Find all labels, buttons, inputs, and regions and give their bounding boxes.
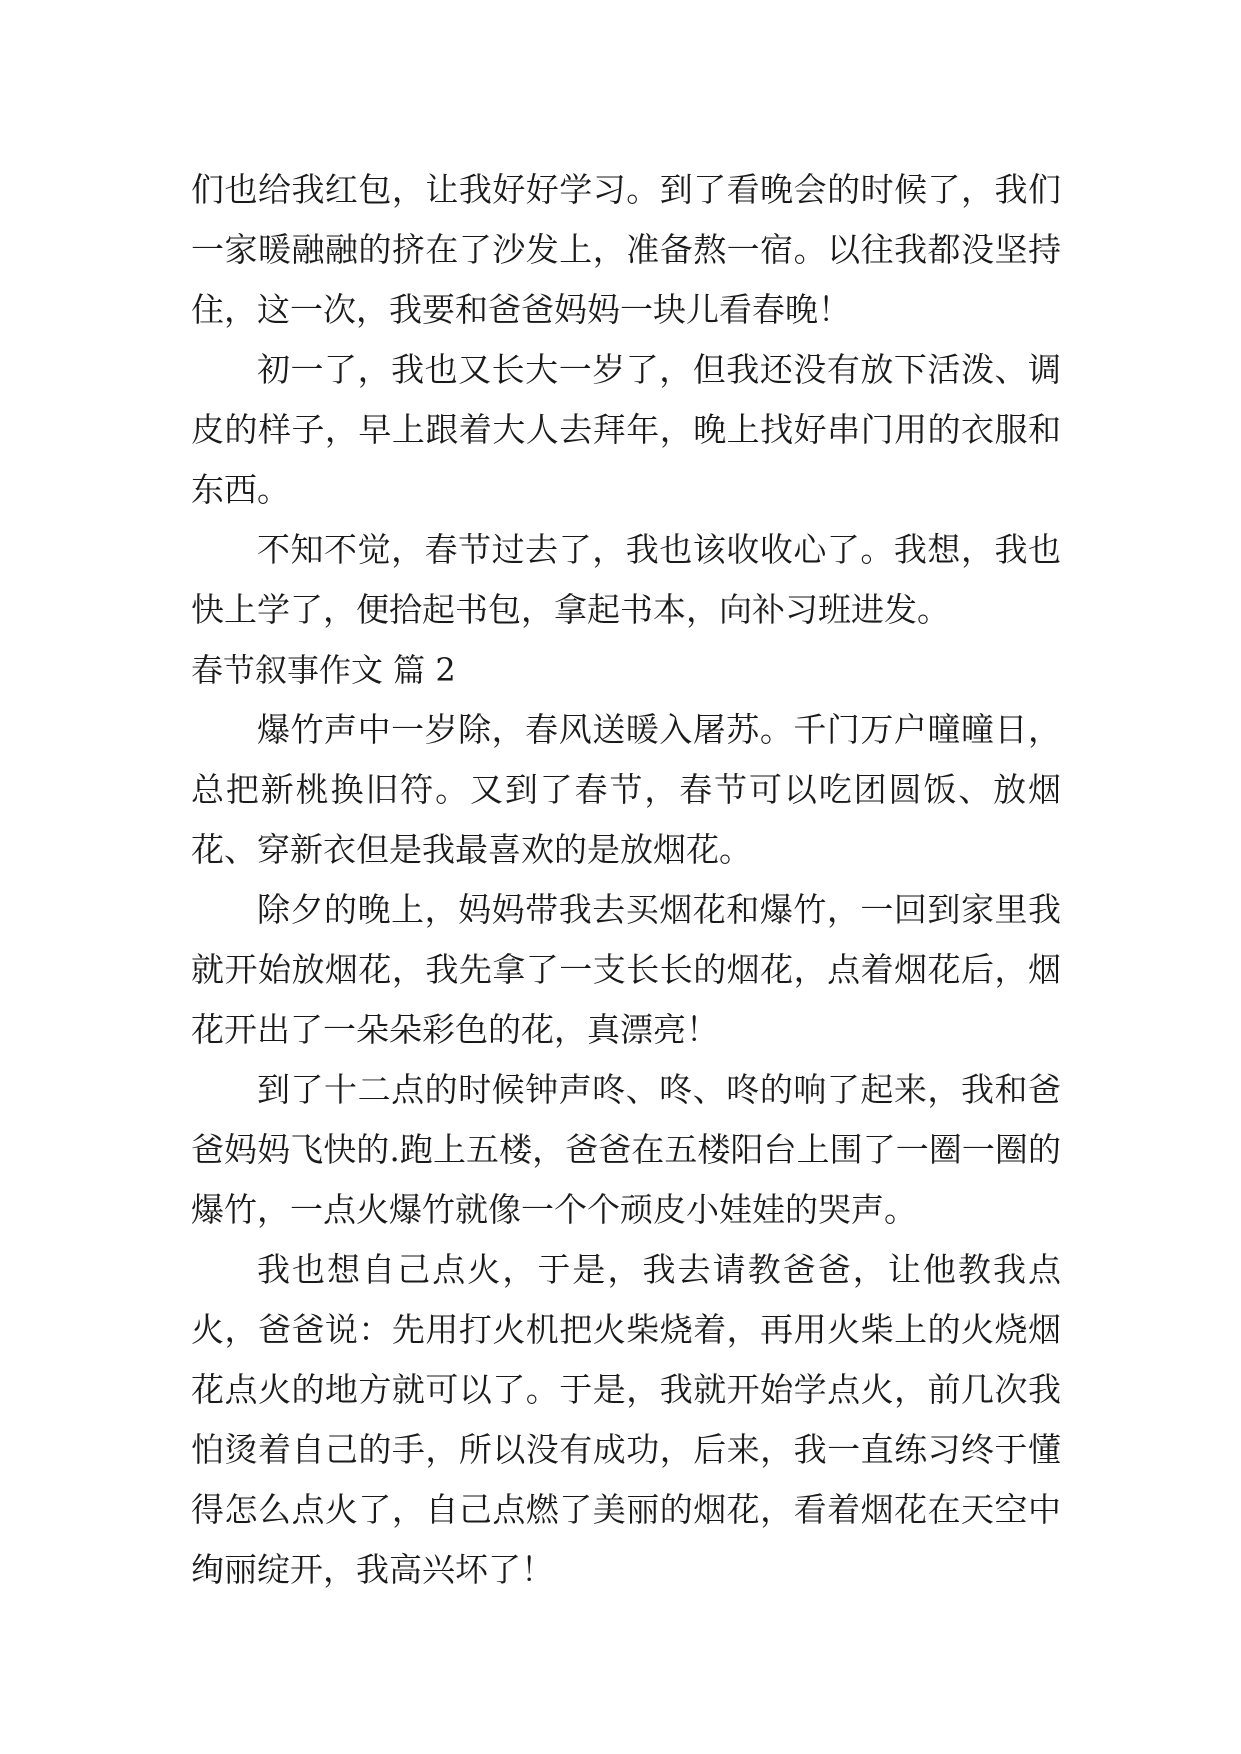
- paragraph: 爆竹声中一岁除，春风送暖入屠苏。千门万户曈曈日，总把新桃换旧符。又到了春节，春节可以吃团圆饭、放烟花、穿新衣但是我最喜欢的是放烟花。: [191, 710, 1061, 869]
- paragraph: 不知不觉，春节过去了，我也该收收心了。我想，我也快上学了，便拾起书包，拿起书本，向补习班进发。: [191, 530, 1061, 629]
- section-heading: 春节叙事作文 篇 2: [191, 651, 456, 689]
- paragraph: 初一了，我也又长大一岁了，但我还没有放下活泼、调皮的样子，早上跟着大人去拜年，晚上找好串门用的衣服和东西。: [191, 350, 1061, 509]
- paragraph: 除夕的晚上，妈妈带我去买烟花和爆竹，一回到家里我就开始放烟花，我先拿了一支长长的烟花，点着烟花后，烟花开出了一朵朵彩色的花，真漂亮！: [191, 890, 1061, 1049]
- paragraph: 到了十二点的时候钟声咚、咚、咚的响了起来，我和爸爸妈妈飞快的.跑上五楼，爸爸在五楼阳台上围了一圈一圈的爆竹，一点火爆竹就像一个个顽皮小娃娃的哭声。: [191, 1070, 1061, 1229]
- paragraph-continuation: 们也给我红包，让我好好学习。到了看晚会的时候了，我们一家暖融融的挤在了沙发上，准备熬一宿。以往我都没坚持住，这一次，我要和爸爸妈妈一块儿看春晚！: [191, 170, 1061, 329]
- paragraph: 我也想自己点火，于是，我去请教爸爸，让他教我点火，爸爸说：先用打火机把火柴烧着，再用火柴上的火烧烟花点火的地方就可以了。于是，我就开始学点火，前几次我怕烫着自己的手，所以没有成功，后来，我一直练习终于懂得怎么点火了，自己点燃了美丽的烟花，看着烟花在天空中绚丽绽开，我高兴坏了！: [191, 1250, 1061, 1589]
- document-body: [191, 160, 1061, 1600]
